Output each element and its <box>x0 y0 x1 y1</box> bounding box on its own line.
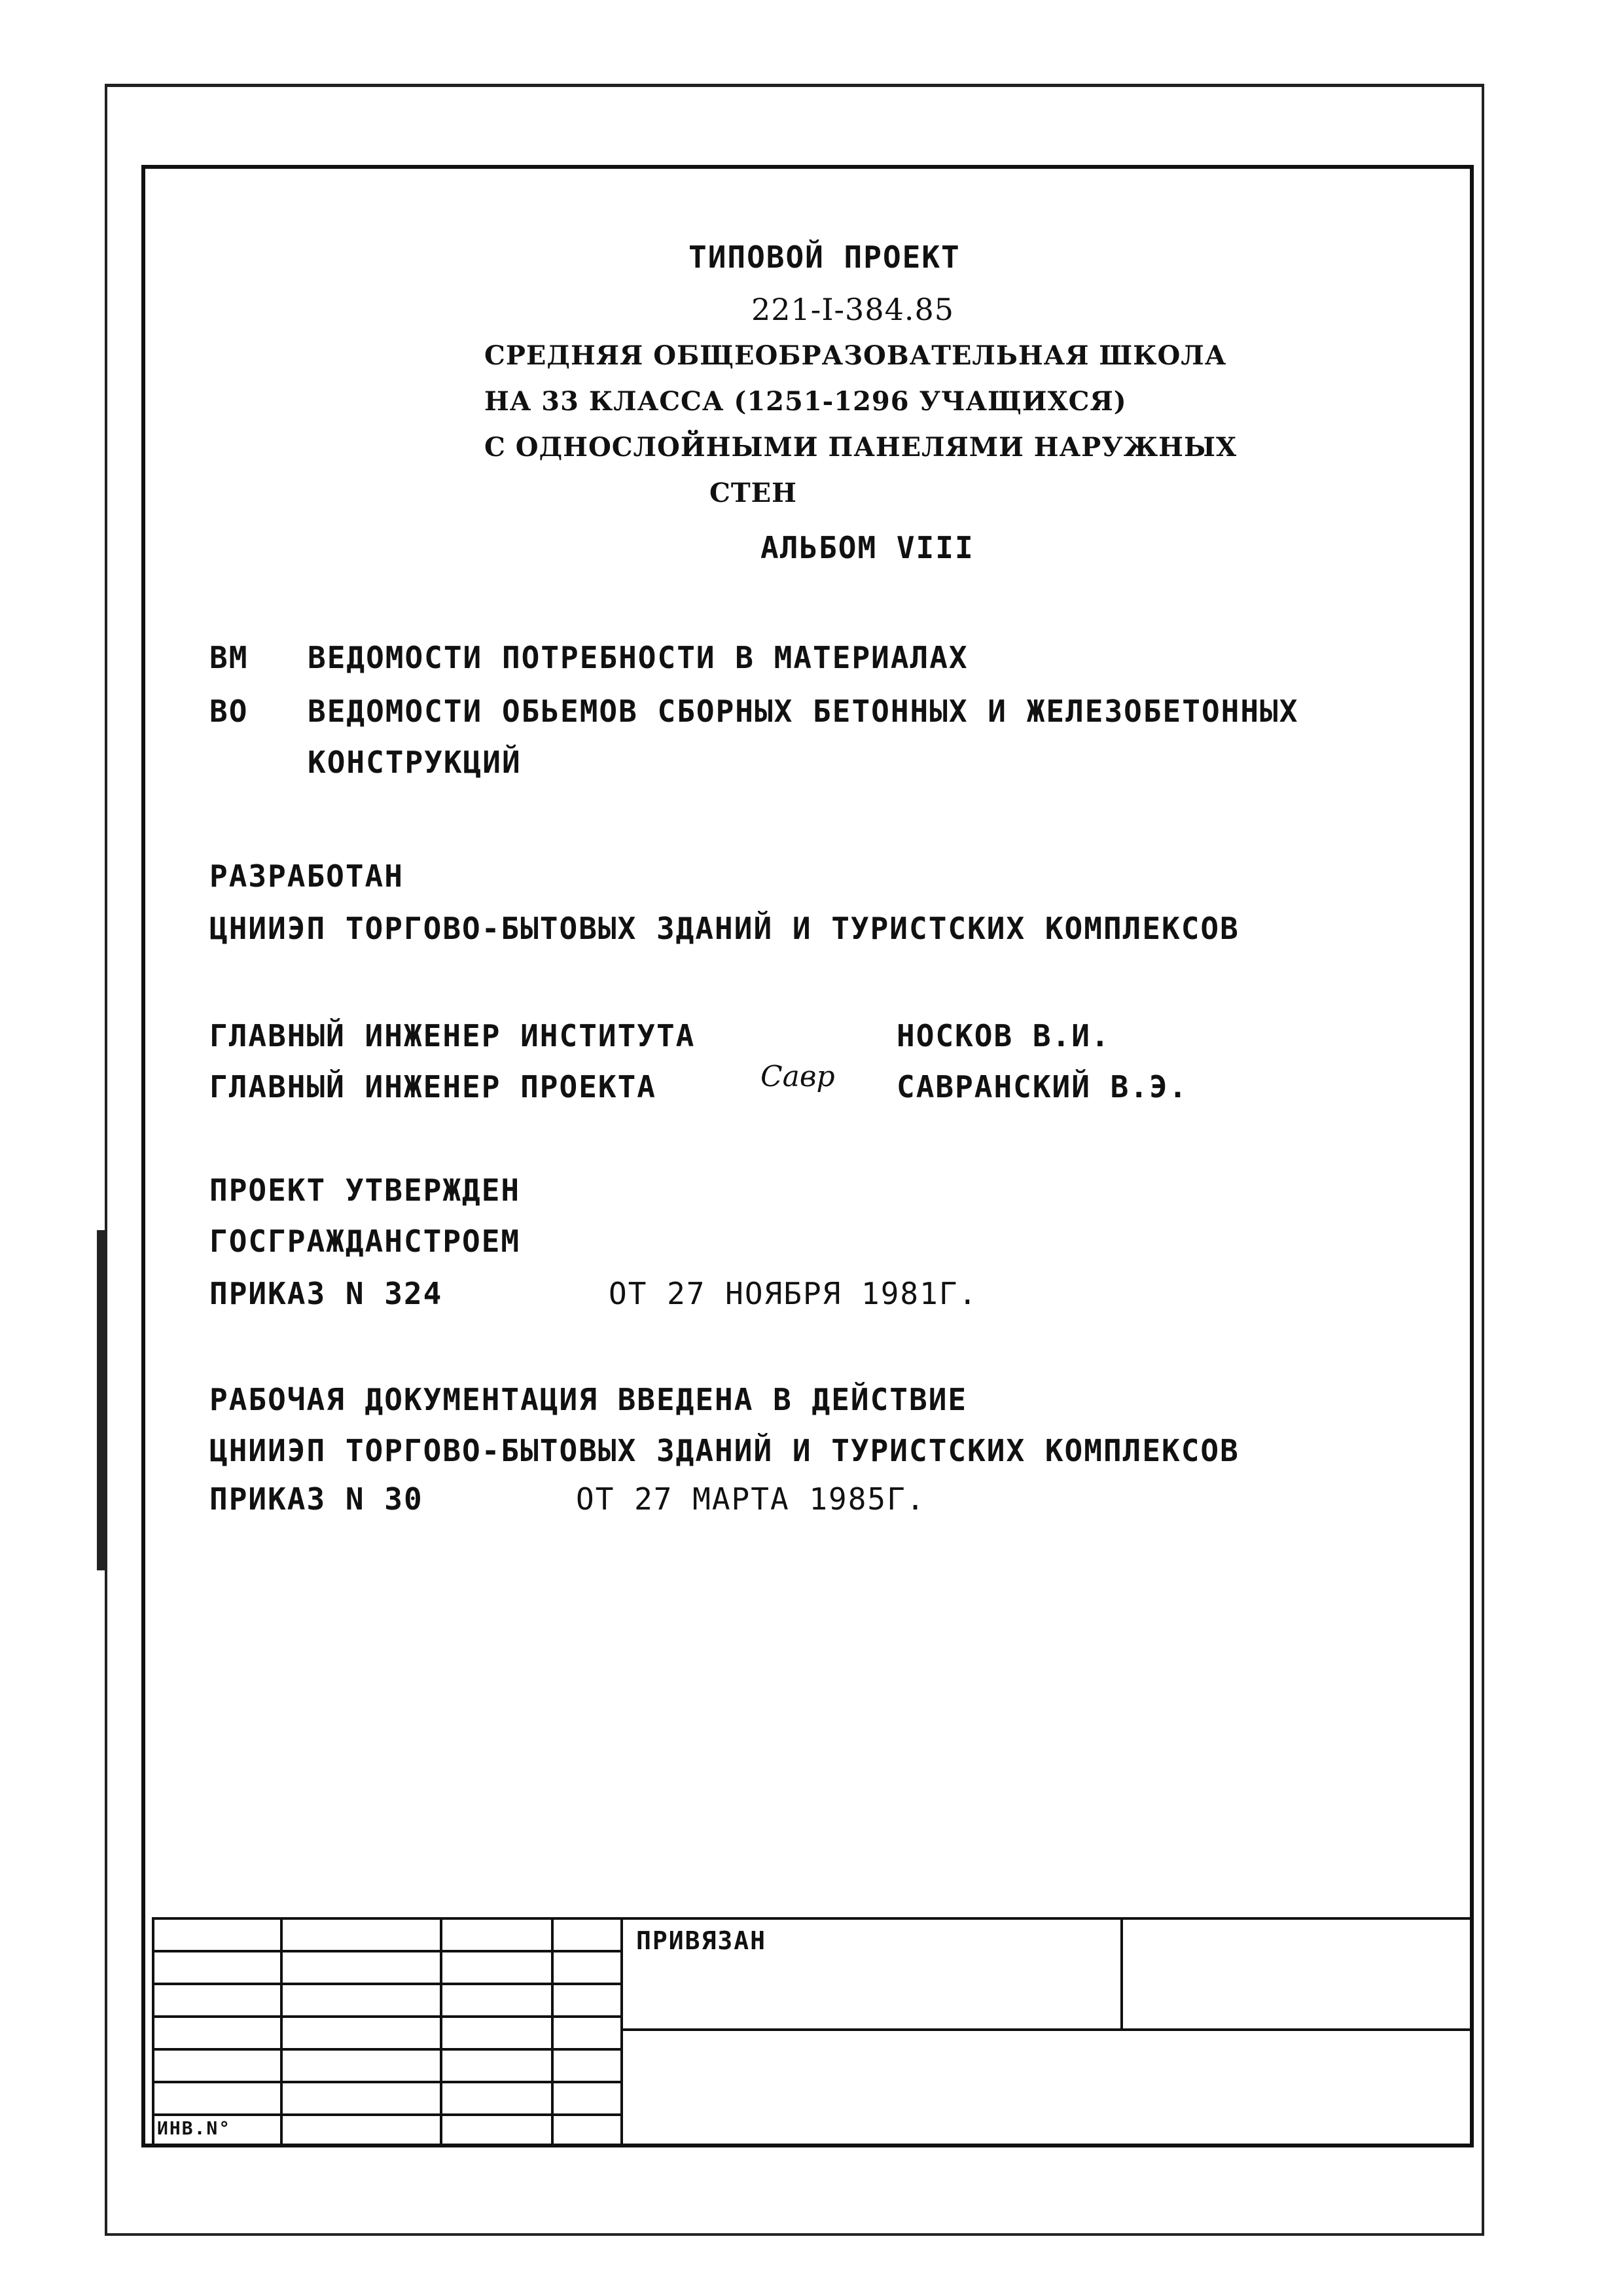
developer-label: РАЗРАБОТАН <box>209 858 404 894</box>
approval-line2: ГОСГРАЖДАНСТРОЕМ <box>209 1224 521 1259</box>
approval-date: ОТ 27 НОЯБРЯ 1981Г. <box>609 1276 978 1311</box>
contents-code: ВО <box>209 694 249 729</box>
contents-text: ВЕДОМОСТИ ПОТРЕБНОСТИ В МАТЕРИАЛАХ <box>308 640 969 675</box>
engineer-name: САВРАНСКИЙ В.Э. <box>897 1069 1188 1104</box>
project-number: 221-I-384.85 <box>751 292 955 327</box>
developer-org: ЦНИИЭП ТОРГОВО-БЫТОВЫХ ЗДАНИЙ И ТУРИСТСКИХ КОМПЛЕКСОВ <box>209 911 1240 946</box>
binding-mark <box>97 1230 105 1570</box>
project-desc-line3: С ОДНОСЛОЙНЫМИ ПАНЕЛЯМИ НАРУЖНЫХ <box>484 432 1238 463</box>
project-desc-line1: СРЕДНЯЯ ОБЩЕОБРАЗОВАТЕЛЬНАЯ ШКОЛА <box>484 340 1227 371</box>
approval-order: ПРИКАЗ N 324 <box>209 1276 443 1311</box>
contents-code: ВМ <box>209 640 249 675</box>
enactment-line2: ЦНИИЭП ТОРГОВО-БЫТОВЫХ ЗДАНИЙ И ТУРИСТСКИХ КОМПЛЕКСОВ <box>209 1433 1240 1468</box>
contents-text-cont: КОНСТРУКЦИЙ <box>308 745 522 780</box>
enactment-date: ОТ 27 МАРТА 1985Г. <box>576 1481 926 1517</box>
engineer-role: ГЛАВНЫЙ ИНЖЕНЕР ИНСТИТУТА <box>209 1018 696 1053</box>
project-desc-line4: СТЕН <box>709 478 797 508</box>
bound-label: ПРИВЯЗАН <box>636 1926 767 1955</box>
title-block <box>152 1917 1474 2153</box>
engineer-role: ГЛАВНЫЙ ИНЖЕНЕР ПРОЕКТА <box>209 1069 656 1104</box>
enactment-order: ПРИКАЗ N 30 <box>209 1481 423 1517</box>
approval-line1: ПРОЕКТ УТВЕРЖДЕН <box>209 1173 521 1208</box>
inventory-label: ИНВ.N° <box>157 2117 232 2139</box>
project-desc-line2: НА 33 КЛАССА (1251-1296 УЧАЩИХСЯ) <box>484 386 1127 417</box>
enactment-line1: РАБОЧАЯ ДОКУМЕНТАЦИЯ ВВЕДЕНА В ДЕЙСТВИЕ <box>209 1382 968 1417</box>
engineer-name: НОСКОВ В.И. <box>897 1018 1111 1053</box>
album-label: АЛЬБОМ VIII <box>760 530 974 565</box>
doc-title: ТИПОВОЙ ПРОЕКТ <box>688 239 961 275</box>
contents-text: ВЕДОМОСТИ ОБЬЕМОВ СБОРНЫХ БЕТОННЫХ И ЖЕЛЕЗОБЕТОННЫХ <box>308 694 1299 729</box>
engineer-signature: Савр <box>760 1060 835 1093</box>
